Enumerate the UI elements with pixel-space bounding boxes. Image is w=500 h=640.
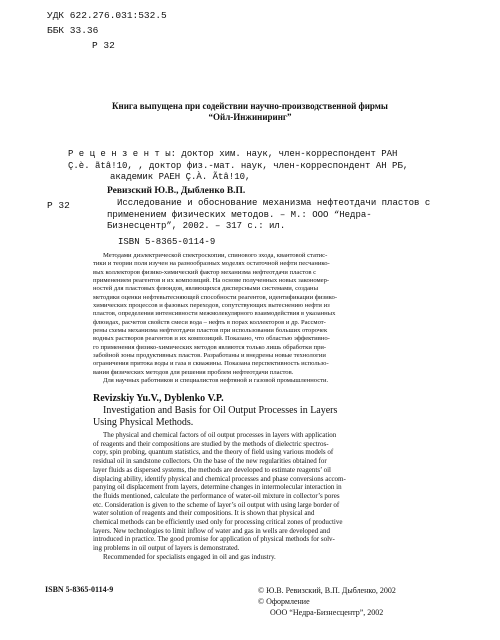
sponsor-line: Книга выпущена при содействии научно-производственной фирмы <box>112 101 388 111</box>
ru-title-line: применением физических методов. – М.: ООО “Недра- <box>107 209 372 220</box>
author-code: Р 32 <box>92 40 115 51</box>
abstract-line: Методами диэлектрической спектроскопии, спинового эхода, квантовой статис- <box>103 252 328 259</box>
en-abstract <box>93 431 455 562</box>
abstract-line: ограничения притока воды и газа в скважины. Показана перспективность использо- <box>93 360 329 368</box>
abstract-line: layers. New technologies to limit inflow of water and gas in wells are developed and <box>93 526 330 535</box>
abstract-line: пластов, определения интенсивности межмолекулярного взаимодействия в указанных <box>93 310 336 318</box>
abstract-line: copy, spin probing, quantum statistics, and the theory of field using various models of <box>93 448 334 457</box>
abstract-line: забойной зоны продуктивных пластов. Разработаны и внедрены новые технологии <box>93 352 326 360</box>
abstract-line: panying oil displacement from layers, determine changes in intermolecular interaction in <box>93 483 342 492</box>
abstract-line: introduced in practice. The good promise for application of physical methods for solv- <box>93 535 335 544</box>
abstract-line: водных растворов реагентов и их композиций. Показано, что областью эффективно- <box>93 335 330 343</box>
audience-line: Для научных работников и специалистов нефтяной и газовой промышленности. <box>103 377 329 385</box>
abstract-line: ностей для пластовых флюидов, являющихся дисперсными системами, созданы <box>93 285 319 293</box>
abstract-line: ing problems in oil output of layers is demonstrated. <box>93 544 240 553</box>
abstract-line: the fluids mentioned, calculate the performance of water-oil mixture in collector’s pores <box>93 491 340 500</box>
abstract-line: of reagents and their compositions are studied by the methods of dielectric spectros- <box>93 439 329 448</box>
en-title <box>93 405 455 428</box>
abstract-line: residual oil in sandstone collectors. On the base of the new regularities obtained for <box>93 457 327 466</box>
ru-authors: Ревизский Ю.В., Дыбленко В.П. <box>107 186 246 196</box>
ru-title-line: Бизнесцентр”, 2002. – 317 с.: ил. <box>107 221 286 231</box>
udk-code: УДК 622.276.031:532.5 <box>47 10 167 21</box>
copyright-design: © Оформление <box>258 597 310 606</box>
ru-title-line: Исследование и обоснование механизма нефтеотдачи пластов с <box>117 198 431 208</box>
copyright-publisher: ООО “Недра-Бизнесцентр”, 2002 <box>270 608 384 617</box>
abstract-line: применением реагентов и их композиций. На основе полученных новых закономер- <box>93 277 330 285</box>
abstract-line: го применения физико-химических методов являются только лишь обработки при- <box>93 343 327 351</box>
audience-line: Recommended for specialists engaged in oil and gas industry. <box>103 552 276 561</box>
sponsor-notice <box>20 101 480 123</box>
abstract-line: вания физических методов для решения проблем нефтеотдачи пластов. <box>93 368 294 376</box>
abstract-line: вых коллекторов физико-химический фактор механизма нефтеотдачи пластов с <box>93 268 317 276</box>
reviewers-line: Ç.è. ãtâ!10, , доктор физ.-мат. наук, член-корреспондент АН РБ, <box>68 160 409 171</box>
abstract-line: displacing ability, identify physical and chemical processes and phase conversions accom- <box>93 474 346 483</box>
reviewers-block <box>68 149 408 184</box>
reviewers-line: Р е ц е н з е н т ы: доктор хим. наук, член-корреспондент РАН <box>68 149 398 159</box>
reviewers-line: академик РАЕН Ç.À. Ãtâ!10, <box>110 172 251 182</box>
copyright-block <box>258 585 396 618</box>
footer-isbn: ISBN 5-8365-0114-9 <box>45 585 114 594</box>
abstract-line: флюидах, расчетов свойств смеси вода – нефть в порах коллекторов и др. Рассмот- <box>93 318 326 326</box>
en-title-line: Investigation and Basis for Oil Output Processes in Layers <box>103 405 338 416</box>
abstract-line: методики оценки нефтевытесняющей способности реагентов, идентификации физико- <box>93 293 338 301</box>
abstract-line: химических процессов и фазовых переходов, сопутствующих вытеснению нефти из <box>93 302 330 310</box>
abstract-line: etc. Consideration is given to the scheme of layer’s oil output with using large border of <box>93 500 340 509</box>
abstract-line: layer fluids as dispersed systems, the methods are developed to estimate reagents’ oil <box>93 465 331 474</box>
abstract-line: тики и теории поля изучен на разнообразных моделях остаточной нефти песчанико- <box>93 260 330 268</box>
abstract-line: water solution of reagents and their compositions. It is shown that physical and <box>93 509 315 518</box>
en-title-line: Using Physical Methods. <box>93 416 194 428</box>
abstract-line: The physical and chemical factors of oil output processes in layers with application <box>103 431 337 439</box>
sponsor-company: “Ойл-Инжиниринг” <box>208 112 292 122</box>
ru-abstract <box>93 252 453 386</box>
copyright-authors: © Ю.В. Ревизский, В.П. Дыбленко, 2002 <box>258 586 396 595</box>
ru-title <box>107 198 452 233</box>
entry-code: Р 32 <box>47 200 70 211</box>
abstract-line: chemical methods can be efficiently used only for processing critical zones of productive <box>93 518 343 527</box>
bbk-code: ББК 33.36 <box>47 25 99 36</box>
en-authors: Revizskiy Yu.V., Dyblenko V.P. <box>93 393 224 404</box>
ru-isbn: ISBN 5-8365-0114-9 <box>118 237 216 247</box>
abstract-line: рены схемы механизма нефтеотдачи пластов при использовании больших оторочек <box>93 327 328 335</box>
